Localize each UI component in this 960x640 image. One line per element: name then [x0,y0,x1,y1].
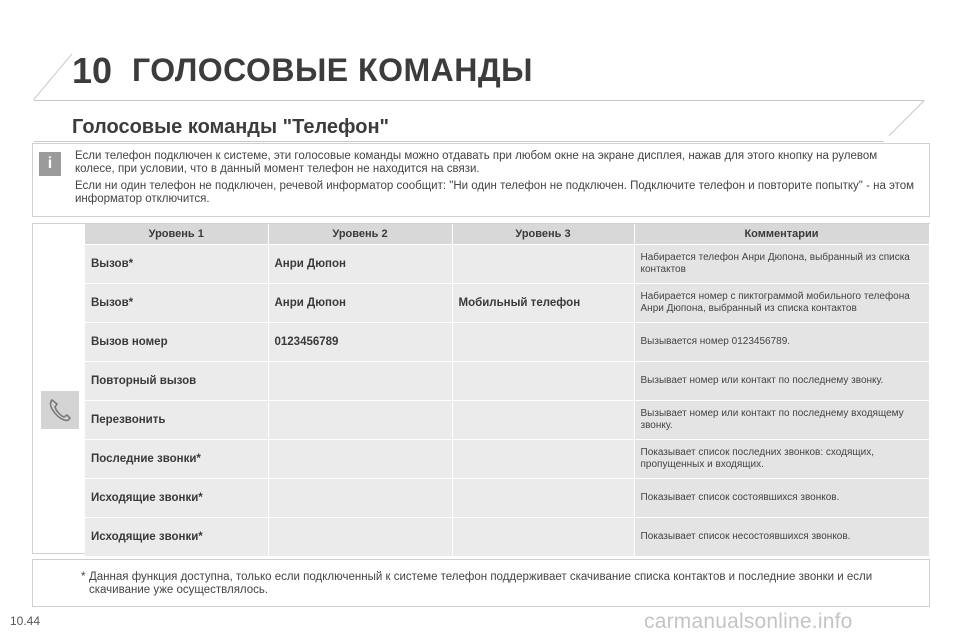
section-title: Голосовые команды "Телефон" [72,116,390,138]
cell-level-3 [452,479,634,518]
cell-comment: Вызывает номер или контакт по последнему входящему звонку. [634,401,929,440]
header-rule [34,100,924,101]
table-row [85,440,929,479]
cell-level-1: Вызов номер [85,323,268,362]
cell-level-3 [452,440,634,479]
cell-level-2: 0123456789 [268,323,452,362]
footnote-text: Данная функция доступна, только если подключенный к системе телефон поддерживает скачивание списка контактов и последние звонки и если скачивание уже осуществлялось. [89,571,873,596]
info-note-text [75,150,915,210]
footnote-text-wrap [81,571,919,597]
cell-comment: Показывает список несостоявшихся звонков. [634,518,929,557]
chapter-number: 10 [72,50,113,91]
section-rule [34,141,884,142]
cell-level-3 [452,245,634,284]
table-header-row [85,224,929,245]
cell-level-1: Исходящие звонки* [85,518,268,557]
header-diagonal-right [889,100,925,136]
cell-level-2 [268,362,452,401]
cell-level-3: Мобильный телефон [452,284,634,323]
footnote-box [32,559,930,607]
cell-comment: Показывает список последних звонков: сходящих, пропущенных и входящих. [634,440,929,479]
column-header-comments: Комментарии [634,224,929,245]
table-row [85,401,929,440]
table-row [85,518,929,557]
info-paragraph-2: Если ни один телефон не подключен, речевой информатор сообщит: "Ни один телефон не подключен. Подключите телефон и повторите попытку" - на этом информатор отключится. [75,180,915,205]
cell-level-1: Последние звонки* [85,440,268,479]
cell-comment: Набирается телефон Анри Дюпона, выбранный из списка контактов [634,245,929,284]
phone-icon [41,391,79,429]
phone-icon-column [33,244,85,553]
table-row [85,284,929,323]
info-paragraph-1: Если телефон подключен к системе, эти голосовые команды можно отдавать при любом окне на экране дисплея, нажав для этого кнопку на рулевом колесе, при условии, что в данный момент телефон не находится на связи. [75,150,878,175]
cell-level-2 [268,401,452,440]
column-header-level-1: Уровень 1 [85,224,268,245]
cell-level-1: Перезвонить [85,401,268,440]
table-row [85,479,929,518]
footnote-marker: * [81,571,86,583]
cell-comment: Показывает список состоявшихся звонков. [634,479,929,518]
cell-level-2: Анри Дюпон [268,284,452,323]
info-note [32,143,930,217]
cell-level-2: Анри Дюпон [268,245,452,284]
cell-level-1: Вызов* [85,245,268,284]
table-row [85,323,929,362]
cell-level-1: Вызов* [85,284,268,323]
page-number: 10.44 [10,614,41,628]
cell-level-2 [268,518,452,557]
watermark: carmanualsonline.info [644,610,853,633]
cell-level-2 [268,440,452,479]
cell-level-1: Повторный вызов [85,362,268,401]
commands-table [85,224,930,556]
table-row [85,362,929,401]
cell-comment: Вызывается номер 0123456789. [634,323,929,362]
cell-level-3 [452,401,634,440]
cell-level-3 [452,323,634,362]
column-header-level-2: Уровень 2 [268,224,452,245]
voice-commands-table [32,223,930,554]
header-diagonal-left [33,53,72,100]
cell-level-3 [452,518,634,557]
cell-comment: Набирается номер с пиктограммой мобильного телефона Анри Дюпона, выбранный из списка контактов [634,284,929,323]
column-header-level-3: Уровень 3 [452,224,634,245]
cell-level-2 [268,479,452,518]
table-row [85,245,929,284]
chapter-title: ГОЛОСОВЫЕ КОМАНДЫ [132,52,533,88]
cell-level-3 [452,362,634,401]
cell-level-1: Исходящие звонки* [85,479,268,518]
cell-comment: Вызывает номер или контакт по последнему звонку. [634,362,929,401]
info-icon: i [39,152,61,176]
